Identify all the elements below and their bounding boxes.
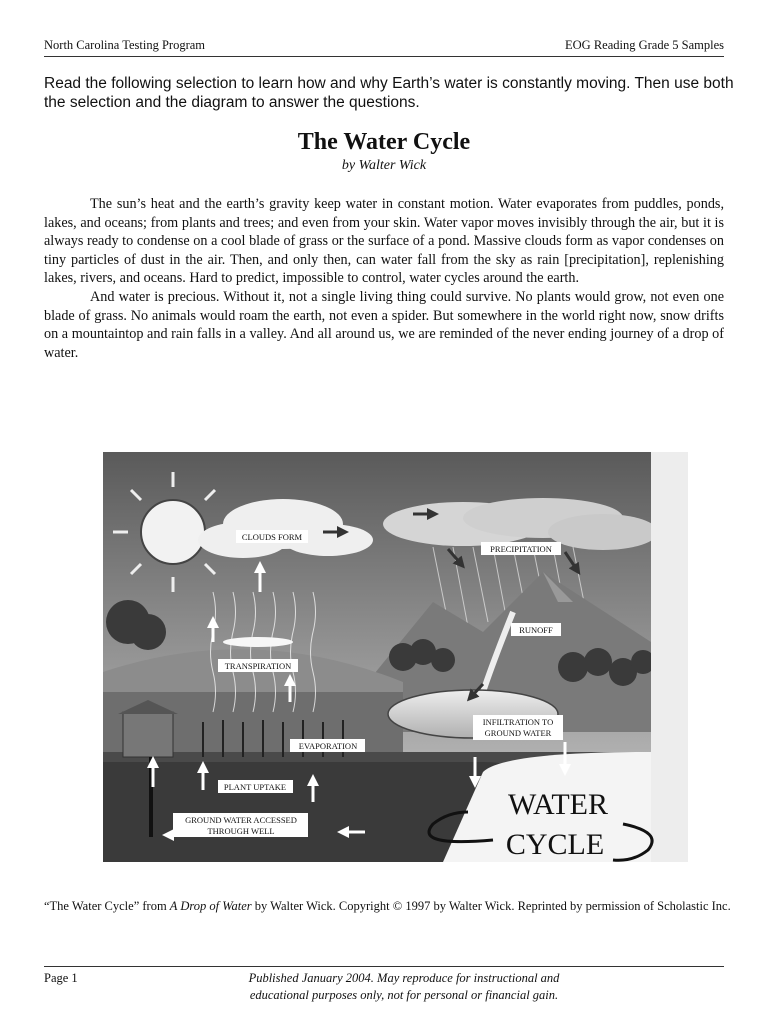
published-line-1: Published January 2004. May reproduce for instructional and xyxy=(248,971,560,985)
header-right: EOG Reading Grade 5 Samples xyxy=(565,38,724,52)
label-runoff: RUNOFF xyxy=(519,625,553,635)
water-cycle-diagram xyxy=(103,452,688,862)
article-byline: by Walter Wick xyxy=(341,158,427,173)
page-number: Page 1 xyxy=(44,971,78,985)
label-transpiration: TRANSPIRATION xyxy=(224,661,292,671)
credit-book: A Drop of Water xyxy=(169,899,252,913)
article-title: The Water Cycle xyxy=(297,129,471,155)
paragraph-1: The sun’s heat and the earth’s gravity keep water in constant motion. Water evaporates from puddles, ponds, lakes, and oceans; from plants and trees; and even from your skin. Water vapor moves invisibly through the air, but it is always ready to condense on a cool blade of grass or the surface of a pond. Massive clouds form as vapor condenses on tiny particles of dust in the air. Then, and only then, can water fall from the sky as rain [precipitation], replenishing lakes, rivers, and oceans. Hard to predict, impossible to control, water cycles around the earth. xyxy=(44,196,724,287)
article-body xyxy=(44,195,724,362)
credit-suffix: by Walter Wick. Copyright © 1997 by Walter Wick. Reprinted by permission of Scholastic Inc. xyxy=(251,899,731,913)
credit-prefix: “The Water Cycle” from xyxy=(44,899,170,913)
label-ground-water-2: THROUGH WELL xyxy=(207,826,275,836)
label-infiltration-1: INFILTRATION TO xyxy=(482,717,554,727)
big-title-water: WATER xyxy=(508,788,608,821)
figure-credit xyxy=(44,898,740,915)
page-header xyxy=(44,38,724,57)
header-left: North Carolina Testing Program xyxy=(44,38,206,52)
label-clouds-form: CLOUDS FORM xyxy=(241,532,303,542)
label-evaporation: EVAPORATION xyxy=(298,741,358,751)
paragraph-2: And water is precious. Without it, not a single living thing could survive. No plants would grow, not even one blade of grass. No animals would roam the earth, not even a spider. But somewhere in the world right now, snow drifts on a mountaintop and rain falls in a valley. And all around us, we are reminded of the never ending journey of a drop of water. xyxy=(44,288,724,361)
published-notice xyxy=(44,970,724,1004)
big-title-cycle: CYCLE xyxy=(505,828,605,861)
intro-text: Read the following selection to learn how and why Earth’s water is constantly moving. Then use both the selection and the diagram to answer the questions. xyxy=(44,75,734,111)
label-precipitation: PRECIPITATION xyxy=(490,544,552,554)
published-line-2: educational purposes only, not for personal or financial gain. xyxy=(249,988,559,1002)
label-ground-water-1: GROUND WATER ACCESSED xyxy=(185,815,297,825)
label-infiltration-2: GROUND WATER xyxy=(484,728,552,738)
page-footer xyxy=(44,966,724,1004)
label-plant-uptake: PLANT UPTAKE xyxy=(223,782,287,792)
